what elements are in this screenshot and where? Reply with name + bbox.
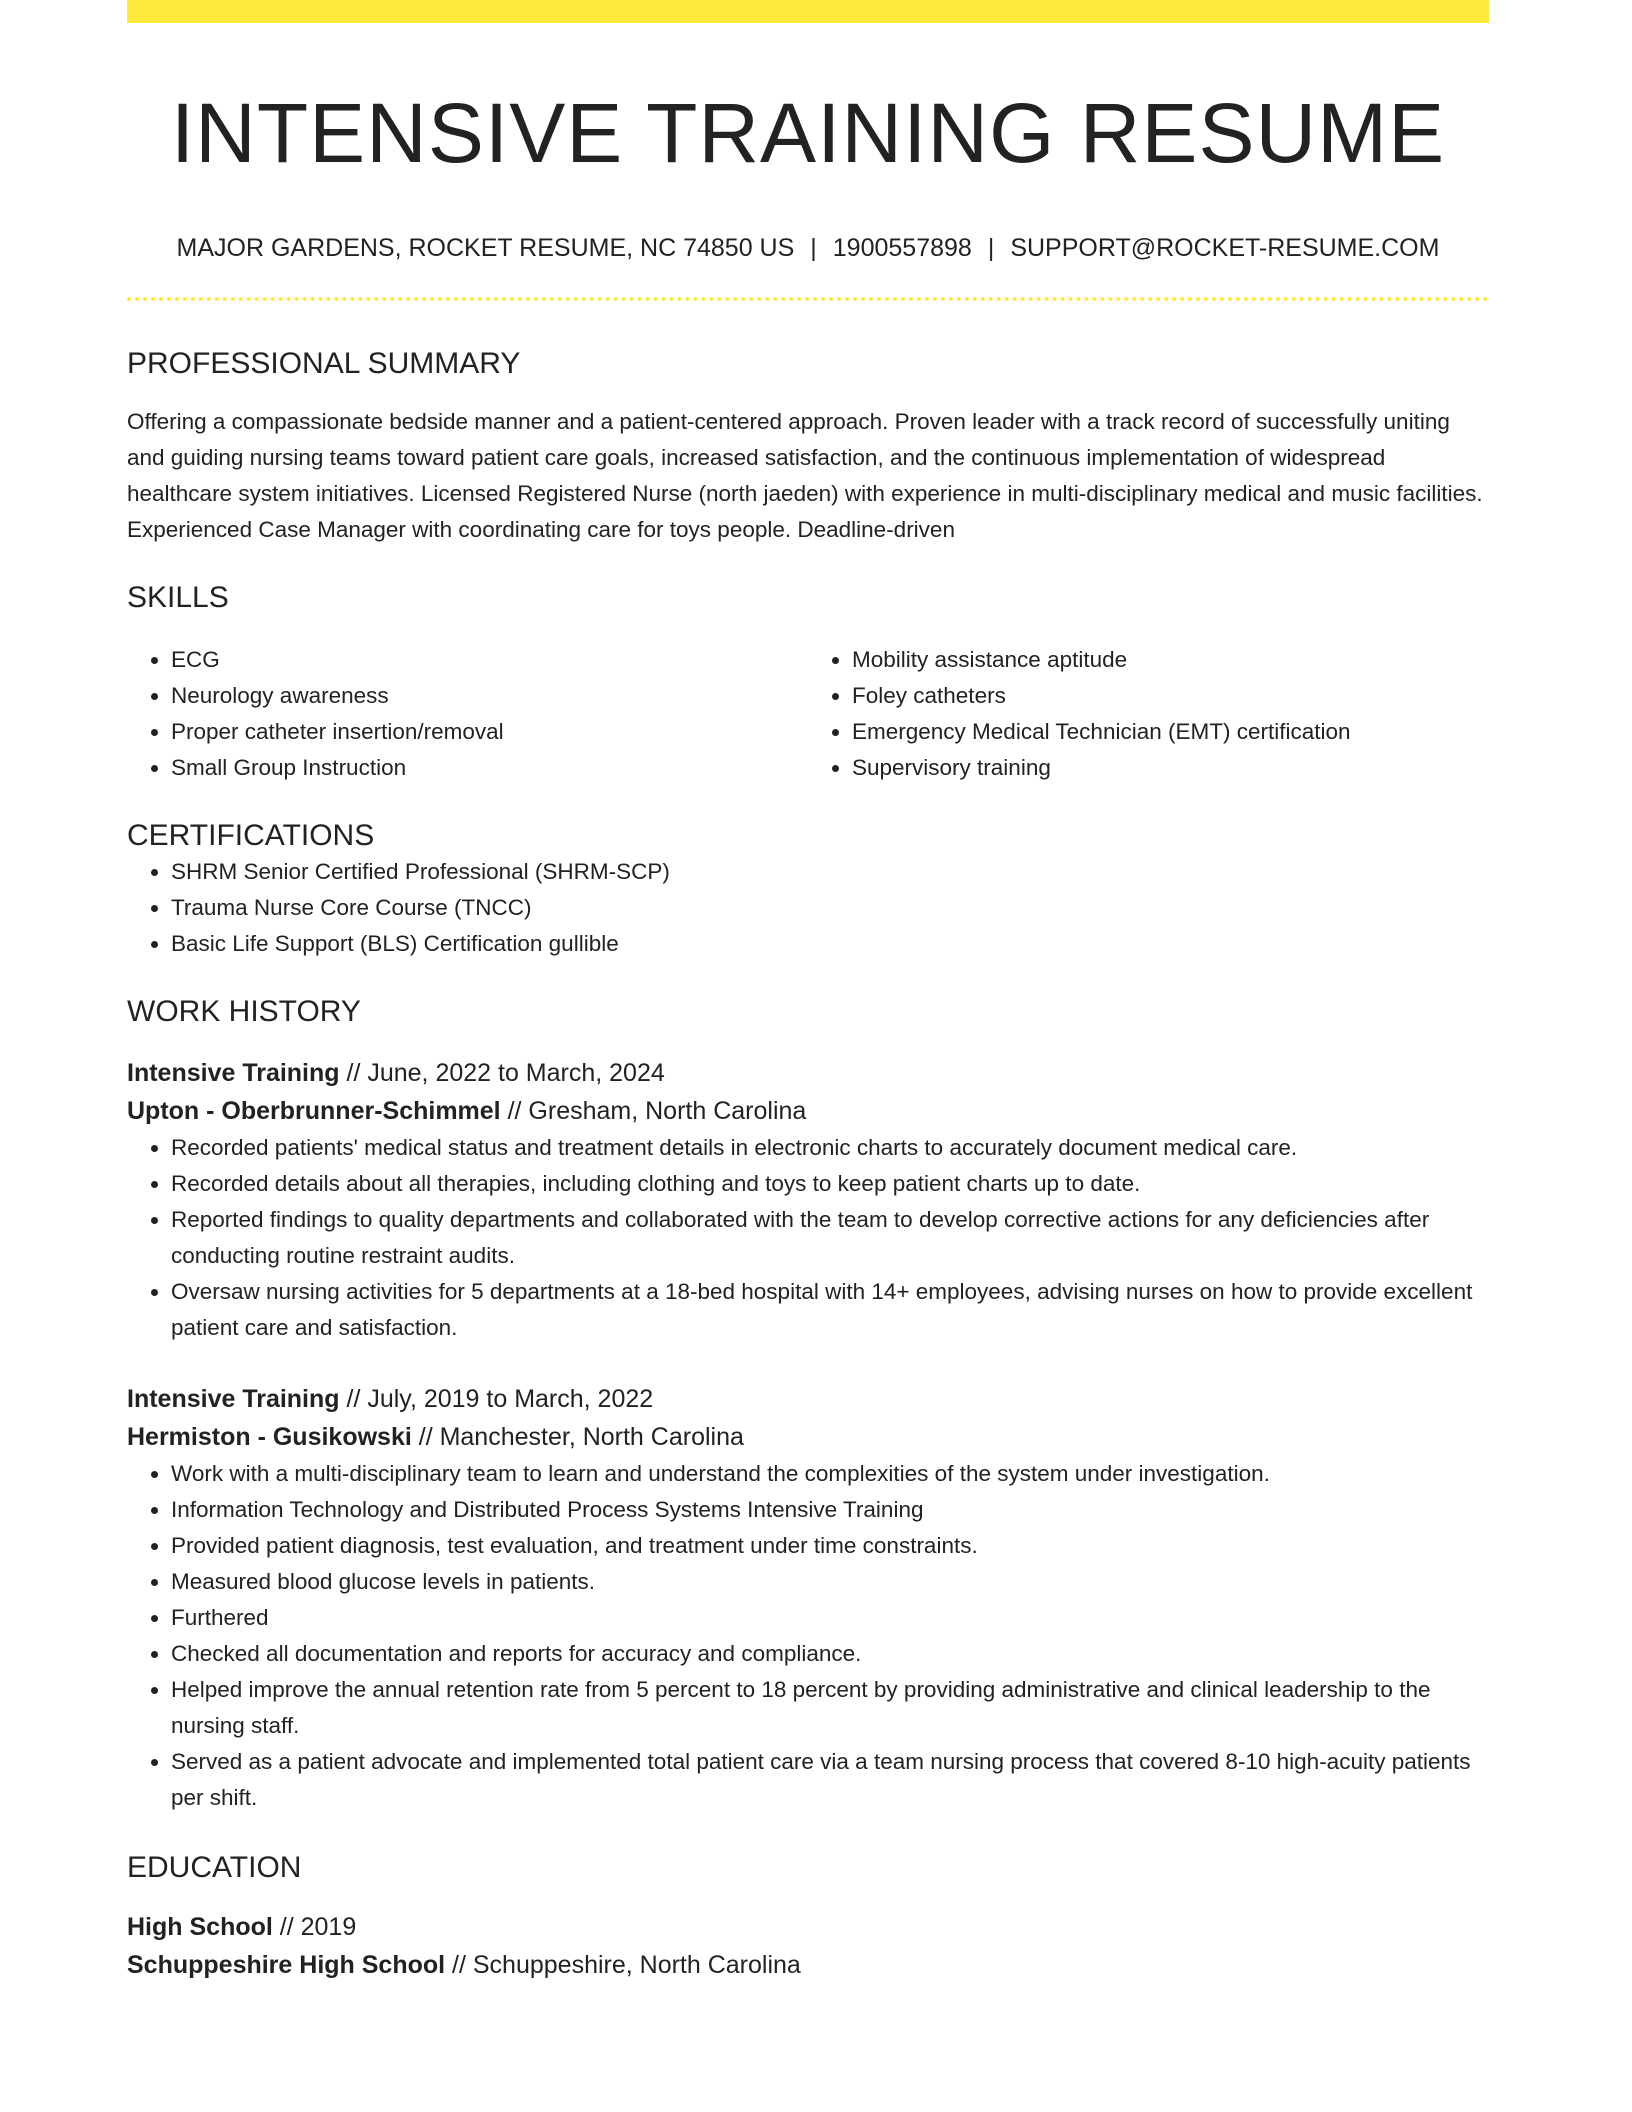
job-duty: • Furthered — [171, 1600, 1489, 1636]
job-duty: • Provided patient diagnosis, test evaluation, and treatment under time constraints. — [171, 1528, 1489, 1564]
certifications-heading: CERTIFICATIONS — [127, 819, 375, 852]
skill-item: • Emergency Medical Technician (EMT) certification — [852, 714, 1489, 750]
job-entry — [127, 1380, 1489, 1816]
job-duties-list — [127, 1456, 1489, 1816]
skills-heading: SKILLS — [127, 581, 229, 614]
job-company: Hermiston - Gusikowski — [127, 1423, 412, 1451]
summary-text: Offering a compassionate bedside manner and a patient-centered approach. Proven leader with a track record of successfully uniting and guiding nursing teams toward patient care goals, increased satisfaction, and the continuous implementation of widespread healthcare system initiatives. Licensed Registered Nurse (north jaeden) with experience in multi-disciplinary medical and music facilities. Experienced Case Manager with coordinating care for toys people. Deadline-driven — [127, 409, 1483, 542]
skill-item: • Mobility assistance aptitude — [852, 642, 1489, 678]
contact-email: SUPPORT@ROCKET-RESUME.COM — [1010, 234, 1440, 262]
skill-item: • Neurology awareness — [171, 678, 808, 714]
contact-phone: 1900557898 — [832, 234, 972, 262]
resume-title: INTENSIVE TRAINING RESUME — [170, 86, 1446, 180]
job-company-line — [127, 1092, 1489, 1130]
certifications-list — [127, 854, 1489, 962]
contact-line — [127, 233, 1489, 263]
education-entry — [127, 1908, 1489, 1984]
job-dates: // June, 2022 to March, 2024 — [339, 1059, 665, 1087]
job-role: Intensive Training — [127, 1385, 340, 1413]
skills-list-left — [127, 642, 808, 786]
job-duty: • Measured blood glucose levels in patients. — [171, 1564, 1489, 1600]
certification-item: • Trauma Nurse Core Course (TNCC) — [171, 890, 1489, 926]
job-duty: • Served as a patient advocate and implemented total patient care via a team nursing process that covered 8-10 high-acuity patients per shift. — [171, 1744, 1489, 1816]
job-duties-list — [127, 1130, 1489, 1346]
summary-heading: PROFESSIONAL SUMMARY — [127, 347, 521, 380]
skill-item: • Proper catheter insertion/removal — [171, 714, 808, 750]
contact-separator: | — [987, 234, 995, 262]
certification-item: • Basic Life Support (BLS) Certification gullible — [171, 926, 1489, 962]
resume-page — [127, 0, 1489, 1984]
skills-list-right — [808, 642, 1489, 786]
skills-columns — [127, 642, 1489, 786]
skill-item: • Small Group Instruction — [171, 750, 808, 786]
job-duty: • Oversaw nursing activities for 5 departments at a 18-bed hospital with 14+ employees, advising nurses on how to provide excellent patient care and satisfaction. — [171, 1274, 1489, 1346]
skill-item: • ECG — [171, 642, 808, 678]
job-duty: • Reported findings to quality departments and collaborated with the team to develop corrective actions for any deficiencies after conducting routine restraint audits. — [171, 1202, 1489, 1274]
job-duty: • Information Technology and Distributed Process Systems Intensive Training — [171, 1492, 1489, 1528]
top-accent-bar — [127, 0, 1489, 23]
header-divider — [127, 297, 1489, 301]
job-role-line — [127, 1054, 1489, 1092]
job-entry — [127, 1054, 1489, 1346]
job-duty: • Recorded patients' medical status and treatment details in electronic charts to accurately document medical care. — [171, 1130, 1489, 1166]
job-company-line — [127, 1418, 1489, 1456]
job-duty: • Checked all documentation and reports for accuracy and compliance. — [171, 1636, 1489, 1672]
skills-column-right — [808, 642, 1489, 786]
job-duty: • Work with a multi-disciplinary team to learn and understand the complexities of the system under investigation. — [171, 1456, 1489, 1492]
education-year: // 2019 — [272, 1913, 357, 1941]
job-role-line — [127, 1380, 1489, 1418]
education-degree: High School — [127, 1913, 273, 1941]
job-company: Upton - Oberbrunner-Schimmel — [127, 1097, 501, 1125]
job-duty: • Recorded details about all therapies, including clothing and toys to keep patient charts up to date. — [171, 1166, 1489, 1202]
job-location: // Manchester, North Carolina — [411, 1423, 744, 1451]
job-location: // Gresham, North Carolina — [500, 1097, 807, 1125]
education-location: // Schuppeshire, North Carolina — [445, 1951, 801, 1979]
education-heading: EDUCATION — [127, 1851, 302, 1884]
education-school: Schuppeshire High School — [127, 1951, 446, 1979]
education-school-line — [127, 1946, 1489, 1984]
job-dates: // July, 2019 to March, 2022 — [339, 1385, 654, 1413]
education-degree-line — [127, 1908, 1489, 1946]
skill-item: • Foley catheters — [852, 678, 1489, 714]
certification-item: • SHRM Senior Certified Professional (SHRM-SCP) — [171, 854, 1489, 890]
job-duty: • Helped improve the annual retention rate from 5 percent to 18 percent by providing administrative and clinical leadership to the nursing staff. — [171, 1672, 1489, 1744]
skill-item: • Supervisory training — [852, 750, 1489, 786]
job-role: Intensive Training — [127, 1059, 340, 1087]
skills-column-left — [127, 642, 808, 786]
work-history-heading: WORK HISTORY — [127, 995, 361, 1028]
contact-address: MAJOR GARDENS, ROCKET RESUME, NC 74850 US — [176, 234, 795, 262]
contact-separator: | — [810, 234, 817, 262]
